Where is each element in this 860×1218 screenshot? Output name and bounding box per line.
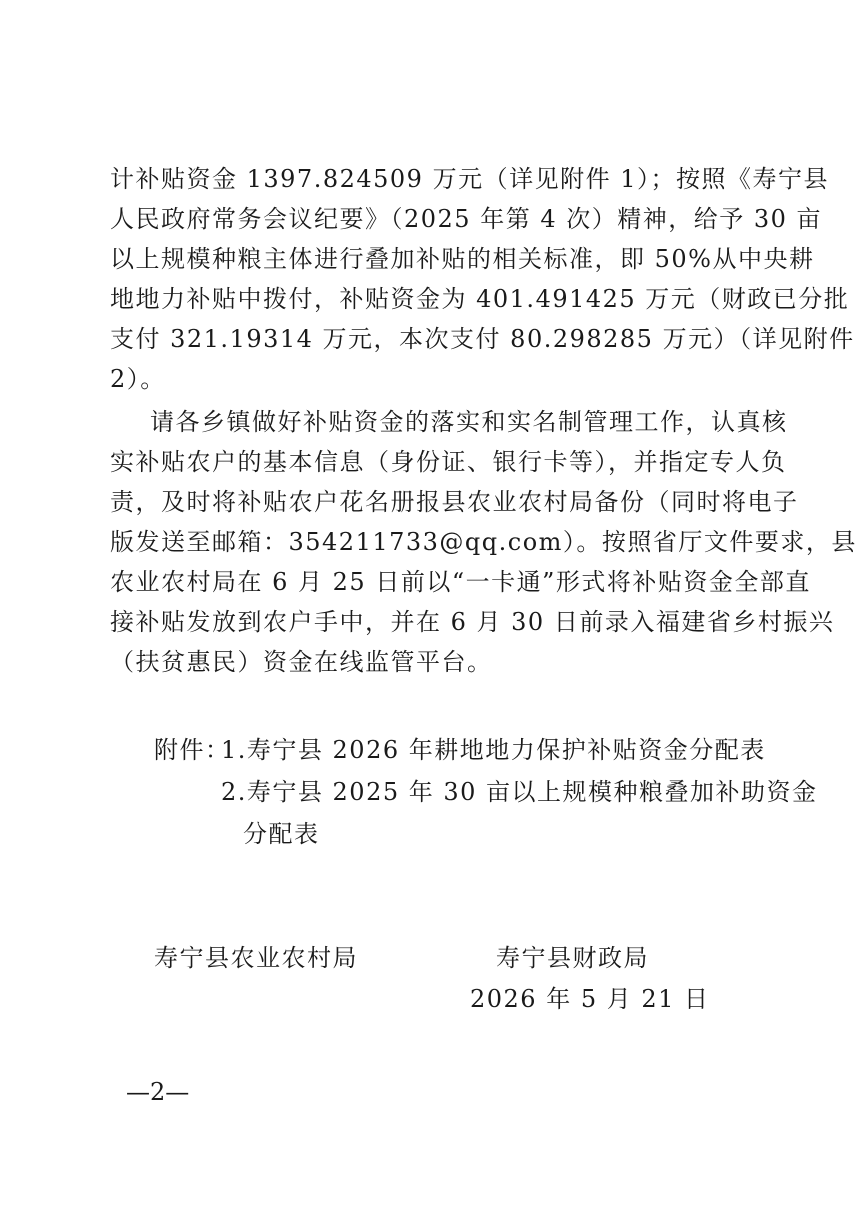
body-line: 支付 321.19314 万元，本次支付 80.298285 万元）（详见附件 [110,325,855,353]
body-line: 实补贴农户的基本信息（身份证、银行卡等），并指定专人负 [110,448,787,476]
attachment-item-1: 1.寿宁县 2026 年耕地地力保护补贴资金分配表 [221,736,766,764]
body-line: 农业农村局在 6 月 25 日前以“一卡通”形式将补贴资金全部直 [110,568,811,596]
body-line: 2）。 [110,365,166,393]
body-line: 计补贴资金 1397.824509 万元（详见附件 1）；按照《寿宁县 [110,165,829,193]
body-line: 地地力补贴中拨付，补贴资金为 401.491425 万元（财政已分批 [110,285,850,313]
attachment-item-2: 2.寿宁县 2025 年 30 亩以上规模种粮叠加补助资金 [221,778,818,806]
page-number: —2— [126,1078,190,1106]
signature-org-agriculture: 寿宁县农业农村局 [154,944,358,972]
attachment-item-2-continued: 分配表 [243,820,320,848]
body-line: 接补贴发放到农户手中，并在 6 月 30 日前录入福建省乡村振兴 [110,608,835,636]
body-line: 版发送至邮箱：354211733@qq.com）。按照省厅文件要求，县 [110,528,857,556]
signature-org-finance: 寿宁县财政局 [496,944,649,972]
body-line: 责，及时将补贴农户花名册报县农业农村局备份（同时将电子 [110,488,799,516]
body-line: 以上规模种粮主体进行叠加补贴的相关标准，即 50%从中央耕 [110,245,815,273]
signature-date: 2026 年 5 月 21 日 [470,985,710,1013]
body-line: 请各乡镇做好补贴资金的落实和实名制管理工作，认真核 [150,408,788,436]
body-line: （扶贫惠民）资金在线监管平台。 [110,648,493,676]
body-line: 人民政府常务会议纪要》（2025 年第 4 次）精神，给予 30 亩 [110,205,823,233]
attachments-label: 附件： [154,736,231,764]
